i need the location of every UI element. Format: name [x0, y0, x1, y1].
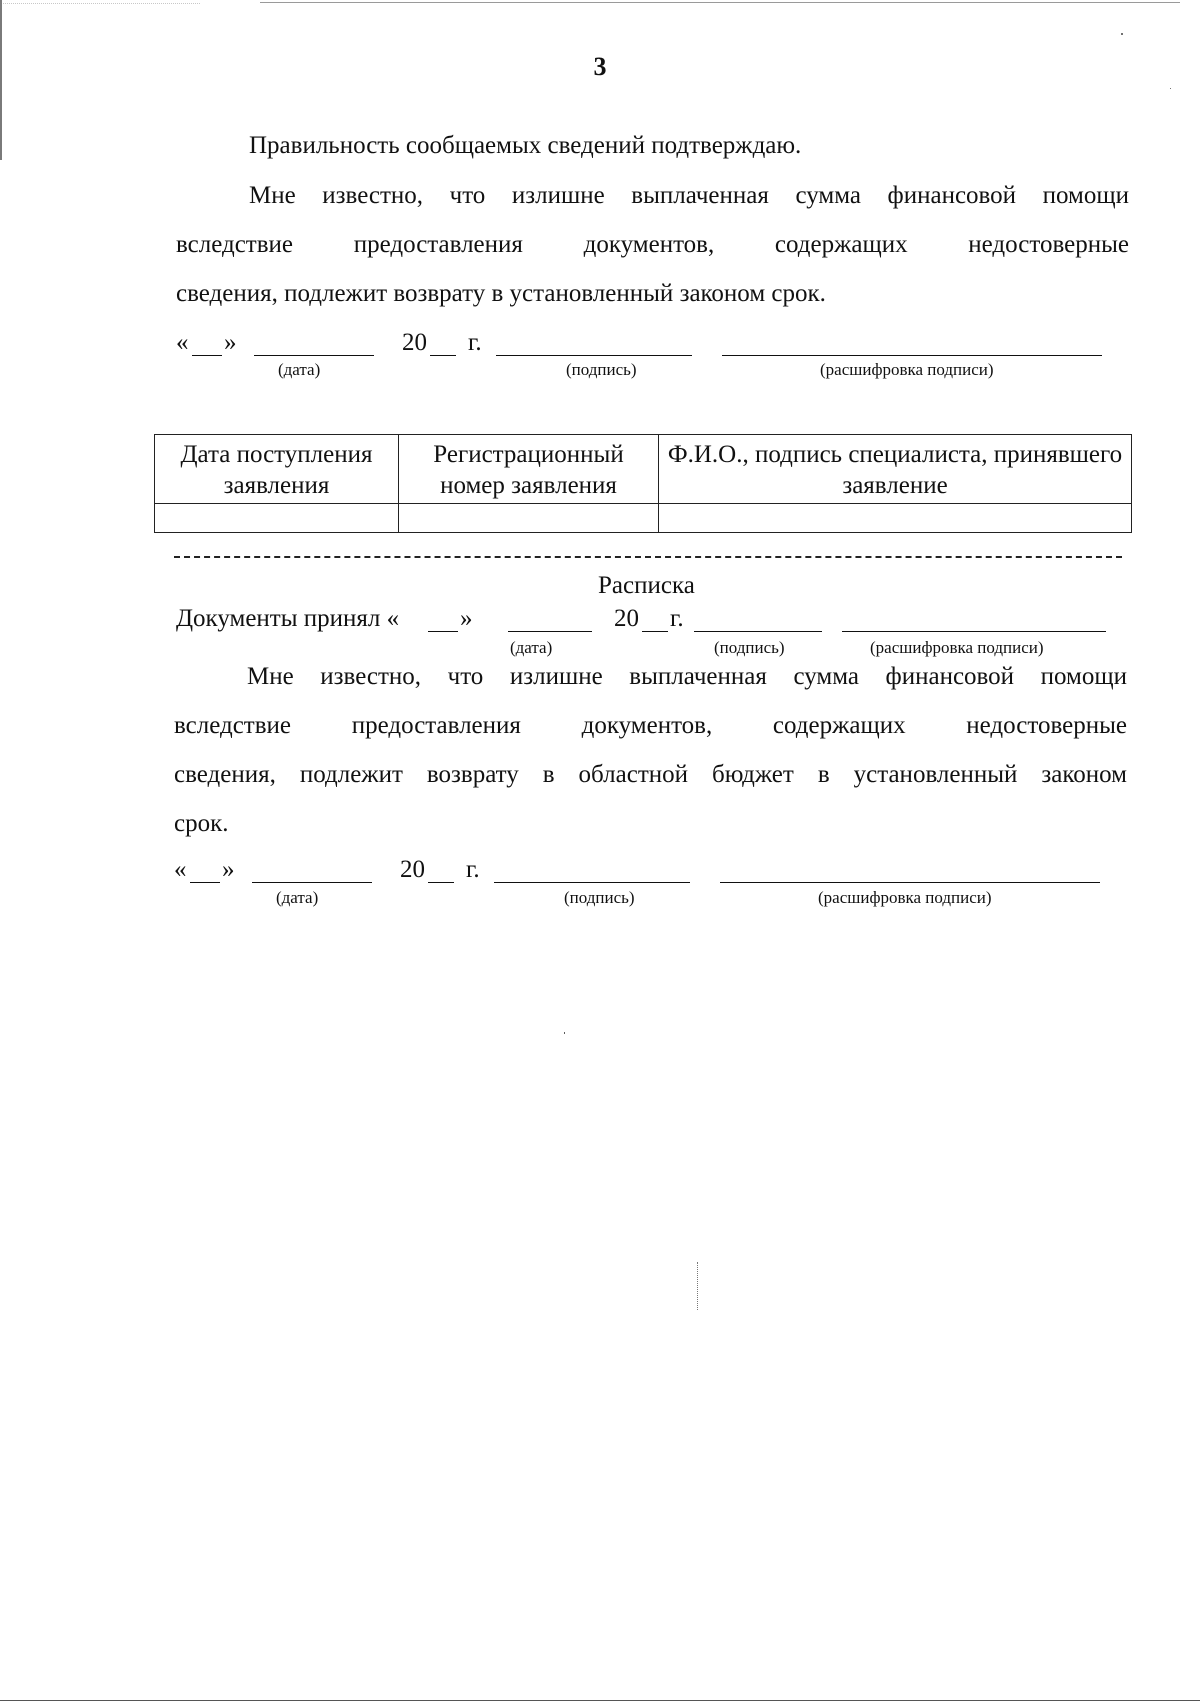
scan-speck	[1170, 88, 1171, 89]
caption-signature: (подпись)	[564, 888, 635, 907]
cut-line	[174, 556, 1122, 558]
scan-edge-bottom	[0, 1700, 1200, 1701]
accepted-label: Документы принял «	[176, 605, 400, 632]
year-suffix: г.	[466, 856, 480, 883]
cell-date-received	[155, 504, 399, 533]
signature-row-2	[174, 856, 1134, 890]
receipt-year-blank	[642, 631, 668, 632]
caption-signature: (подпись)	[566, 360, 637, 379]
scan-speck	[564, 1032, 565, 1034]
notice2-line2: вследствие предоставления документов, содержащих недостоверные	[174, 712, 1127, 739]
registration-table	[154, 434, 1132, 533]
notice1-line1: Мне известно, что излишне выплаченная сумма финансовой помощи	[249, 182, 1129, 209]
signature-row-1	[176, 329, 1136, 363]
cell-specialist	[659, 504, 1132, 533]
scan-speck	[1121, 33, 1123, 35]
day-blank	[190, 882, 220, 883]
notice1-line3: сведения, подлежит возврату в установленный законом срок.	[176, 280, 826, 307]
year-blank	[430, 355, 456, 356]
receipt-close-quote: »	[460, 605, 473, 632]
scan-dots	[697, 1262, 699, 1310]
receipt-caption-decode: (расшифровка подписи)	[870, 638, 1044, 657]
notice2-line1: Мне известно, что излишне выплаченная сумма финансовой помощи	[247, 663, 1127, 690]
receipt-row	[176, 605, 1136, 639]
decode-blank	[720, 882, 1100, 883]
scan-edge-top	[260, 2, 1180, 3]
cell-registration-number	[399, 504, 659, 533]
open-quote: «	[174, 856, 187, 883]
notice2-line3: сведения, подлежит возврату в областной бюджет в установленный законом	[174, 761, 1127, 788]
close-quote: »	[222, 856, 235, 883]
decode-blank	[722, 355, 1102, 356]
year-blank	[428, 882, 454, 883]
header-specialist: Ф.И.О., подпись специалиста, принявшего заявление	[659, 435, 1132, 504]
receipt-day-blank	[428, 631, 458, 632]
year-prefix: 20	[400, 856, 425, 883]
receipt-year-suffix: г.	[670, 605, 684, 632]
page-number: 3	[593, 52, 607, 81]
notice1-line2: вследствие предоставления документов, содержащих недостоверные	[176, 231, 1129, 258]
day-blank	[192, 355, 222, 356]
caption-date: (дата)	[276, 888, 319, 907]
header-date-received: Дата поступления заявления	[155, 435, 399, 504]
header-registration-number: Регистрационный номер заявления	[399, 435, 659, 504]
caption-decode: (расшифровка подписи)	[820, 360, 994, 379]
signature-blank	[496, 355, 692, 356]
receipt-caption-date: (дата)	[510, 638, 553, 657]
month-blank	[252, 882, 372, 883]
month-blank	[254, 355, 374, 356]
receipt-title: Расписка	[598, 572, 695, 599]
caption-decode: (расшифровка подписи)	[818, 888, 992, 907]
year-prefix: 20	[402, 329, 427, 356]
year-suffix: г.	[468, 329, 482, 356]
open-quote: «	[176, 329, 189, 356]
table-header-row	[155, 435, 1132, 504]
caption-date: (дата)	[278, 360, 321, 379]
receipt-month-blank	[508, 631, 592, 632]
receipt-year-prefix: 20	[614, 605, 639, 632]
scan-edge-top-dotted	[0, 3, 200, 4]
confirm-paragraph: Правильность сообщаемых сведений подтверждаю.	[249, 132, 802, 159]
notice2-line4: срок.	[174, 810, 229, 837]
receipt-signature-blank	[694, 631, 822, 632]
receipt-caption-signature: (подпись)	[714, 638, 785, 657]
signature-blank	[494, 882, 690, 883]
close-quote: »	[224, 329, 237, 356]
receipt-decode-blank	[842, 631, 1106, 632]
table-row	[155, 504, 1132, 533]
